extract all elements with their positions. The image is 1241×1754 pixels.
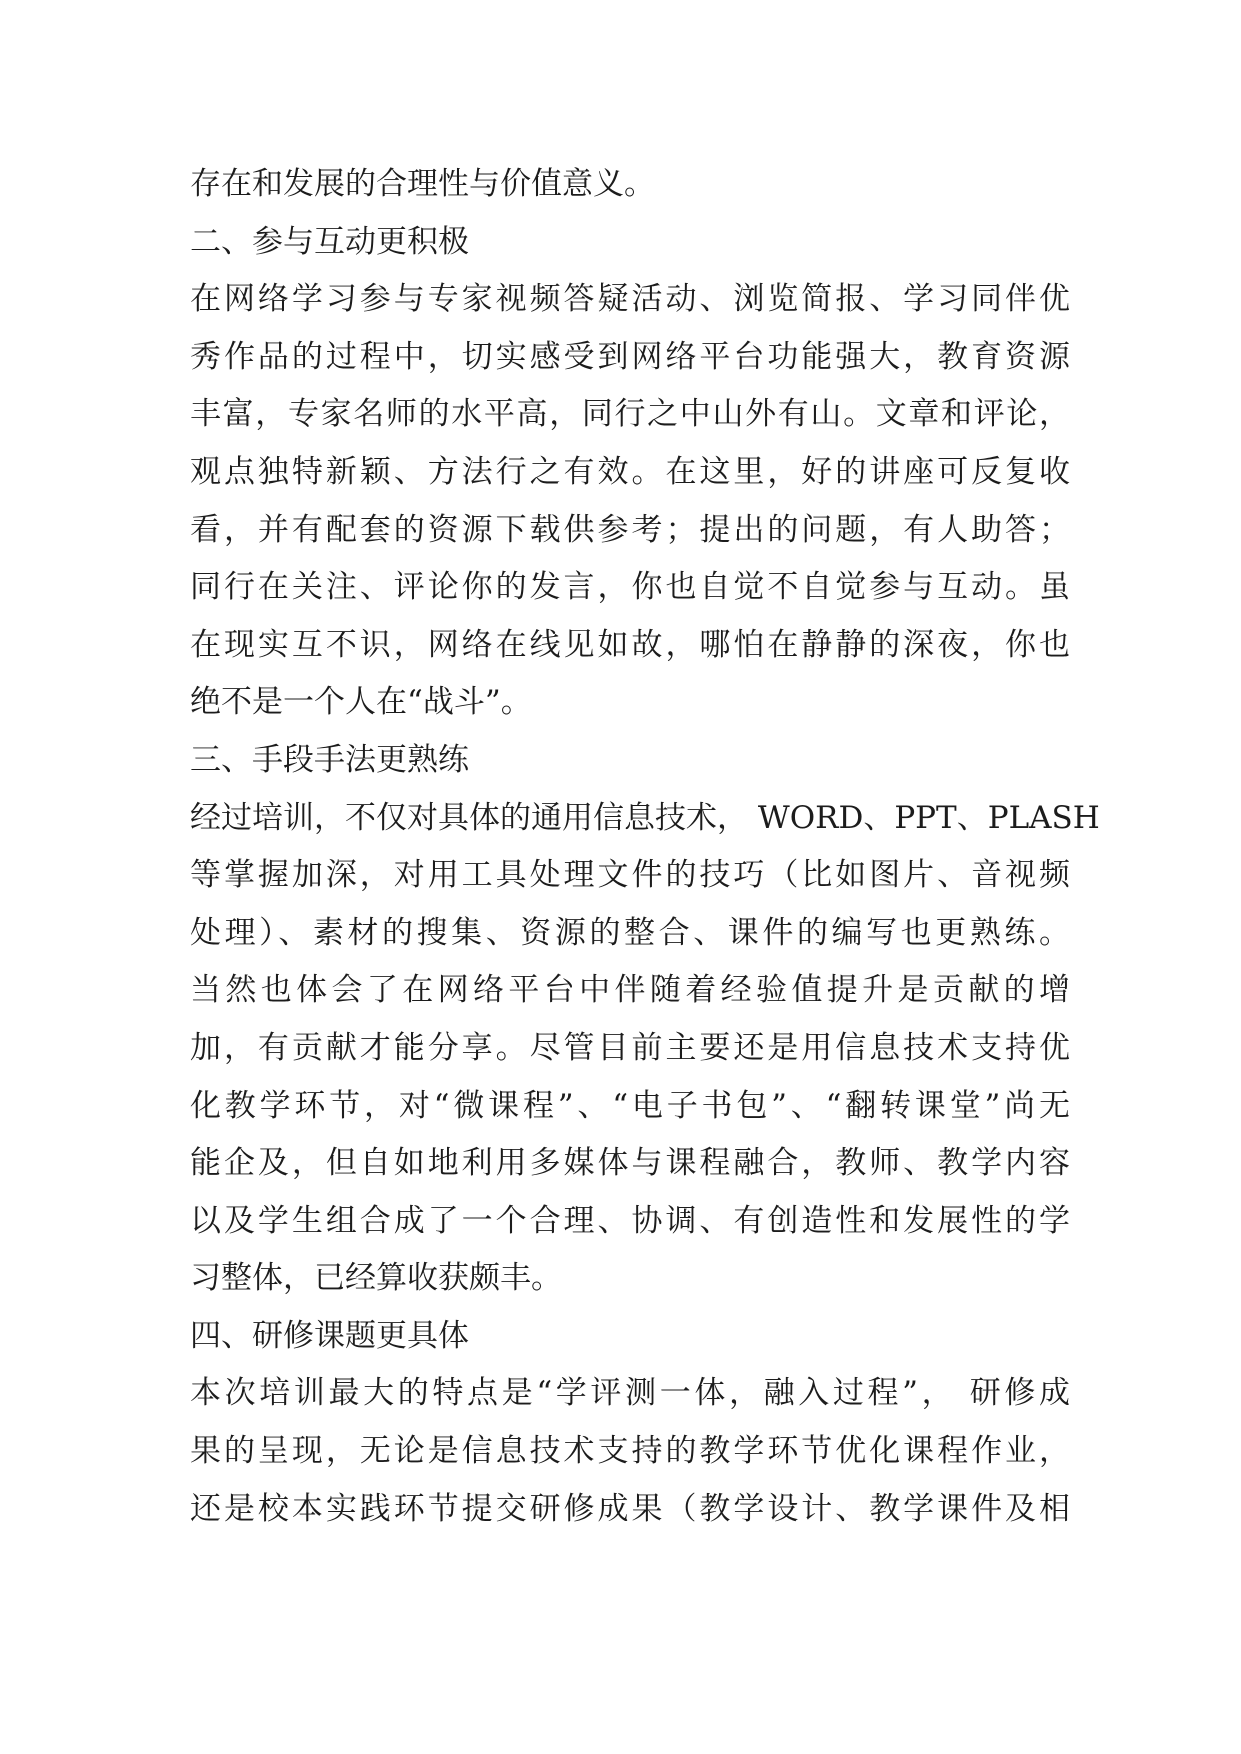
text-line: 看，并有配套的资源下载供参考；提出的问题，有人助答； — [190, 511, 1070, 548]
text-line: 当然也体会了在网络平台中伴随着经验值提升是贡献的增 — [190, 972, 1070, 1009]
text-line: 同行在关注、评论你的发言，你也自觉不自觉参与互动。虽 — [190, 569, 1070, 606]
text-line: 在网络学习参与专家视频答疑活动、浏览简报、学习同伴优 — [190, 281, 1070, 318]
text-line: 观点独特新颖、方法行之有效。在这里，好的讲座可反复收 — [190, 453, 1070, 490]
text-line: 果的呈现，无论是信息技术支持的教学环节优化课程作业， — [190, 1433, 1070, 1470]
section-heading: 四、研修课题更具体 — [190, 1317, 469, 1354]
text-line: 加，有贡献才能分享。尽管目前主要还是用信息技术支持优 — [190, 1029, 1070, 1066]
text-line: 以及学生组合成了一个合理、协调、有创造性和发展性的学 — [190, 1202, 1070, 1239]
text-line: 化教学环节，对“微课程”、“电子书包”、“翻转课堂”尚无 — [190, 1087, 1070, 1124]
text-line: 存在和发展的合理性与价值意义。 — [190, 166, 655, 202]
text-line: 还是校本实践环节提交研修成果（教学设计、教学课件及相 — [190, 1490, 1070, 1527]
section-heading: 三、手段手法更熟练 — [190, 741, 469, 778]
text-line: 丰富，专家名师的水平高，同行之中山外有山。文章和评论， — [190, 396, 1070, 433]
text-line: 秀作品的过程中，切实感受到网络平台功能强大，教育资源 — [190, 338, 1070, 375]
text-line: 处理）、素材的搜集、资源的整合、课件的编写也更熟练。 — [190, 914, 1070, 951]
document-body — [190, 156, 1100, 1538]
text-line: 能企及，但自如地利用多媒体与课程融合，教师、教学内容 — [190, 1145, 1070, 1182]
text-line: 在现实互不识，网络在线见如故，哪怕在静静的深夜，你也 — [190, 626, 1070, 663]
text-line: 经过培训，不仅对具体的通用信息技术， WORD、PPT、PLASH — [190, 799, 1100, 836]
text-line: 等掌握加深，对用工具处理文件的技巧（比如图片、音视频 — [190, 857, 1070, 894]
text-line: 习整体，已经算收获颇丰。 — [190, 1260, 562, 1297]
section-heading: 二、参与互动更积极 — [190, 223, 469, 260]
text-line: 本次培训最大的特点是“学评测一体，融入过程”， 研修成 — [190, 1375, 1070, 1412]
text-line: 绝不是一个人在“战斗”。 — [190, 684, 532, 721]
